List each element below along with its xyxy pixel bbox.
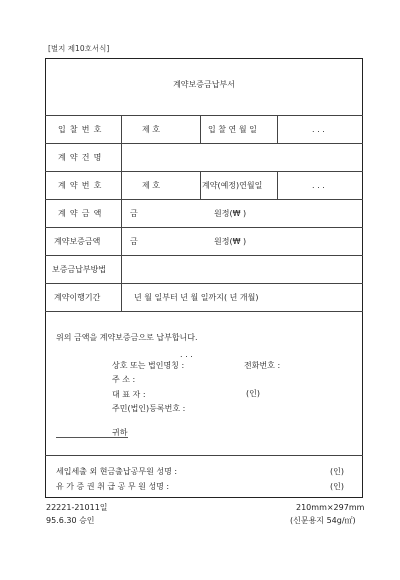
row-divider — [45, 227, 363, 228]
row-divider — [45, 283, 363, 284]
representative-seal: (인) — [246, 389, 260, 398]
contract-number-value[interactable]: 제 호 — [142, 181, 160, 190]
row-label-contract-amount: 계 약 금 액 — [58, 209, 103, 218]
bid-date-value[interactable]: . . . — [312, 125, 325, 134]
row-label-period: 계약이행기간 — [54, 293, 101, 302]
period-value[interactable]: 년 월 일부터 년 월 일까지( 년 개월) — [134, 293, 259, 302]
contract-amount-value[interactable]: 원정(₩ ) — [214, 209, 247, 218]
row-label-contract-number: 계 약 번 호 — [58, 181, 103, 190]
column-divider — [200, 115, 201, 143]
row-divider — [45, 255, 363, 256]
column-divider — [277, 115, 278, 143]
address-label: 주 소 : — [112, 375, 136, 384]
row-label-deposit-amount: 계약보증금액 — [54, 237, 101, 246]
contract-date-label: 계약(예정)연월일 — [202, 181, 263, 190]
form-number: [별지 제10호서식] — [48, 44, 110, 53]
cash-official-label: 세입세출 외 현금출납공무원 성명 : — [56, 467, 178, 476]
cash-official-seal: (인) — [330, 467, 344, 476]
date-marks[interactable]: . . . — [180, 350, 193, 359]
registration-number-label: 주민(법인)등록번호 : — [112, 404, 186, 413]
bid-number-value[interactable]: 제 호 — [142, 125, 160, 134]
contract-date-value[interactable]: . . . — [312, 181, 325, 190]
securities-official-label: 유 가 증 권 취 급 공 무 원 성명 : — [56, 482, 170, 491]
row-divider — [45, 311, 363, 312]
column-divider — [200, 171, 201, 199]
paper-type: (신문용지 54g/㎡) — [290, 516, 356, 525]
statement-text: 위의 금액을 계약보증금으로 납부합니다. — [56, 333, 198, 342]
deposit-amount-value[interactable]: 원정(₩ ) — [214, 237, 247, 246]
row-divider — [45, 143, 363, 144]
securities-official-seal: (인) — [330, 482, 344, 491]
row-label-contract-name: 계 약 건 명 — [58, 153, 103, 162]
row-label-payment-method: 보증금납부방법 — [52, 265, 107, 274]
label-column-divider — [121, 115, 122, 311]
column-divider — [277, 171, 278, 199]
paper-size: 210mm×297mm — [296, 503, 365, 512]
approval-date: 95.6.30 승인 — [46, 516, 95, 525]
form-title: 계약보증금납부서 — [173, 80, 235, 89]
form-code: 22221-21011일 — [46, 503, 108, 512]
representative-label: 대 표 자 : — [112, 390, 146, 399]
recipient-text: 귀하 — [112, 428, 128, 437]
form-frame — [45, 58, 363, 498]
section-divider — [45, 455, 363, 456]
contract-amount-prefix: 금 — [130, 209, 138, 218]
phone-label: 전화번호 : — [244, 361, 281, 370]
row-divider — [45, 171, 363, 172]
row-divider — [45, 115, 363, 116]
bid-date-label: 입 찰 연 월 일 — [208, 125, 257, 134]
row-divider — [45, 199, 363, 200]
company-label: 상호 또는 법인명칭 : — [112, 361, 185, 370]
deposit-amount-prefix: 금 — [130, 237, 138, 246]
row-label-bid-number: 입 찰 번 호 — [58, 125, 103, 134]
